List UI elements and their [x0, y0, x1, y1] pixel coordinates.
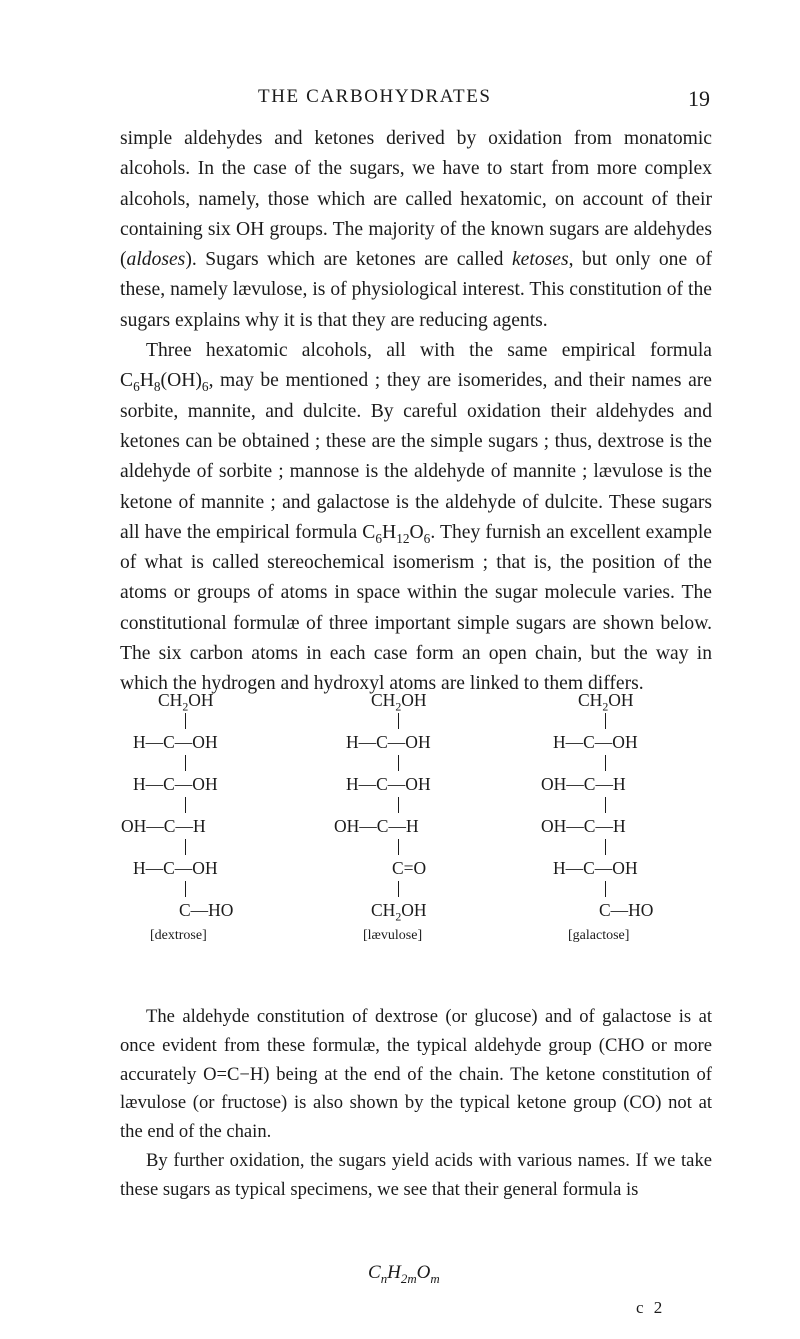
bond-line: [185, 839, 186, 855]
term-aldoses: aldoses: [126, 249, 186, 271]
formula-row: H—C—OH: [346, 732, 431, 752]
paragraph-3: The aldehyde constitution of dextrose (or glucose) and of galactose is at once evident from these formulæ, the typical aldehyde group (CHO or more accurately O=C−H) being at the end of the chain. The ketone constitution of lævulose (or fructose) is also shown by the typical ketone group (CO) not at the end of the chain.: [120, 1006, 712, 1143]
bond-line: [605, 755, 606, 771]
bond-line: [398, 839, 399, 855]
body-text: [120, 124, 712, 700]
formula-row: H—C—OH: [133, 858, 218, 878]
text-run: , but only one of these, namely lævulose, is of physiological interest. This constitution of the sugars explains why it is that they are reducing agents.: [120, 249, 712, 331]
bond-line: [605, 713, 606, 729]
formula-row: H—C—OH: [133, 732, 218, 752]
signature-mark: c 2: [636, 1298, 666, 1317]
formula-row: OH—C—H: [121, 816, 206, 836]
text-run: . They furnish an excellent example of what is called stereochemical isomerism ; that is, the position of the atoms or groups of atoms in space within the sugar molecule varies. The constitutional formulæ of three important simple sugars are shown below. The six carbon atoms in each case form an open chain, but the way in which the hydrogen and hydroxyl atoms are linked to them differs.: [120, 521, 712, 695]
bond-line: [185, 881, 186, 897]
bond-line: [185, 797, 186, 813]
text-run: (OH): [160, 370, 202, 392]
paragraph-2: [120, 336, 712, 700]
formula-row: H—C—OH: [346, 774, 431, 794]
general-formula: $C_nH_{2m}O_m$: [368, 1262, 440, 1286]
formula-row: H—C—OH: [133, 774, 218, 794]
paragraph-4: By further oxidation, the sugars yield acids with various names. If we take these sugars as typical specimens, we see that their general formula is: [120, 1149, 712, 1200]
subscript: 6: [133, 379, 140, 395]
formula-row: $CH_2OH$: [578, 690, 634, 714]
text-run: ). Sugars which are ketones are called: [185, 249, 512, 271]
subscript: 12: [396, 530, 410, 546]
structural-formulae: [120, 690, 720, 1010]
bond-line: [605, 797, 606, 813]
text-run: H: [139, 370, 154, 392]
formula-row: OH—C—H: [541, 774, 626, 794]
subscript: 6: [201, 379, 209, 395]
formula-row: $CH_2OH$: [371, 900, 427, 924]
formula-row: H—C—OH: [553, 858, 638, 878]
subscript: 6: [375, 530, 383, 546]
bond-line: [398, 713, 399, 729]
bond-line: [398, 881, 399, 897]
running-title: THE CARBOHYDRATES: [258, 86, 492, 107]
bond-line: [605, 881, 606, 897]
text-run: , may be mentioned ; they are isomerides, and their names are sorbite, mannite, and dulcite. By careful oxidation their aldehydes and ketones can be obtained ; these are the simple sugars ; thus, dextrose is the aldehyde of sorbite ; mannose is the aldehyde of mannite ; lævulose is the ketone of mannite ; and galactose is the aldehyde of dulcite. These sugars all have the empirical formula C: [120, 370, 712, 543]
subscript: 8: [153, 379, 161, 395]
bond-line: [398, 755, 399, 771]
formula-row: C—HO: [599, 900, 654, 920]
formula-caption: [galactose]: [568, 928, 630, 943]
subscript: 6: [423, 530, 431, 546]
formula-row: $CH_2OH$: [158, 690, 214, 714]
bond-line: [185, 755, 186, 771]
term-ketoses: ketoses: [511, 249, 569, 271]
formula-row: OH—C—H: [334, 816, 419, 836]
page-number: 19: [688, 86, 710, 111]
body-text-2: [120, 1003, 712, 1205]
bond-line: [185, 713, 186, 729]
text-run: H: [382, 521, 397, 543]
bond-line: [398, 797, 399, 813]
page-header: [0, 86, 800, 116]
bond-line: [605, 839, 606, 855]
text-run: O: [409, 521, 424, 543]
text-run: Three hexatomic alcohols, all with the same empirical formula C: [120, 340, 712, 392]
formula-row: C=O: [392, 858, 427, 878]
formula-caption: [lævulose]: [363, 928, 423, 943]
formula-row: H—C—OH: [553, 732, 638, 752]
formula-row: OH—C—H: [541, 816, 626, 836]
formula-row: $CH_2OH$: [371, 690, 427, 714]
paragraph-1: [120, 124, 712, 336]
formula-row: C—HO: [179, 900, 234, 920]
formula-caption: [dextrose]: [150, 928, 207, 943]
text-run: simple aldehydes and ketones derived by oxidation from monatomic alcohols. In the case of the sugars, we have to start from more complex alcohols, namely, those which are called hexatomic, on account of their containing six OH groups. The majority of the known sugars are aldehydes (: [120, 128, 712, 271]
